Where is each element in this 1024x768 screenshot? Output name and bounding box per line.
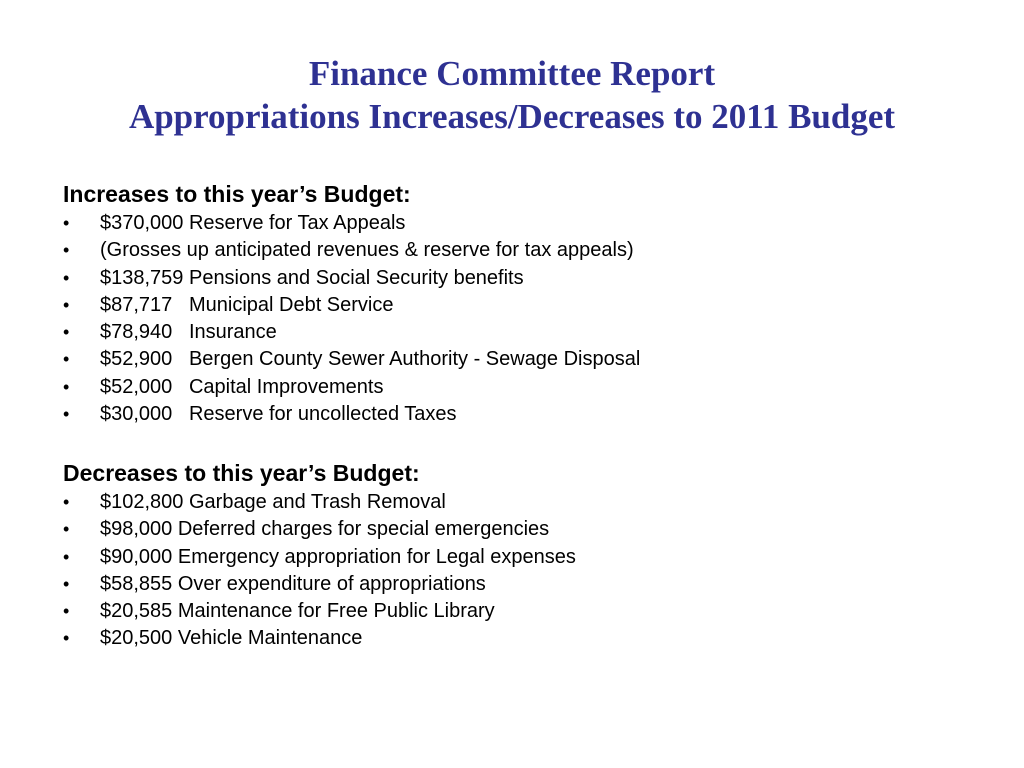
bullet-icon: • xyxy=(63,322,70,343)
item-text: $30,000 Reserve for uncollected Taxes xyxy=(100,403,457,426)
increases-section xyxy=(63,180,640,428)
bullet-icon: • xyxy=(63,404,70,425)
list-item xyxy=(63,374,640,401)
bullet-icon: • xyxy=(63,267,70,288)
list-item xyxy=(63,319,640,346)
decreases-section xyxy=(63,459,576,653)
list-item xyxy=(63,489,576,516)
bullet-icon: • xyxy=(63,546,70,567)
list-item xyxy=(63,625,576,652)
increases-list xyxy=(63,210,640,428)
bullet-icon: • xyxy=(63,601,70,622)
bullet-icon: • xyxy=(63,628,70,649)
list-item xyxy=(63,401,640,428)
item-text: $78,940 Insurance xyxy=(100,321,277,344)
item-text: $370,000 Reserve for Tax Appeals xyxy=(100,212,406,234)
list-item xyxy=(63,292,640,319)
item-text: $90,000 Emergency appropriation for Legal expenses xyxy=(100,545,576,568)
bullet-icon: • xyxy=(63,519,70,540)
list-item xyxy=(63,516,576,543)
title-line-2: Appropriations Increases/Decreases to 2011 Budget xyxy=(128,97,896,136)
slide-title xyxy=(0,52,1024,138)
item-text: $52,900 Bergen County Sewer Authority - Sewage Disposal xyxy=(100,348,641,371)
item-text: $87,717 Municipal Debt Service xyxy=(100,293,394,316)
decreases-list xyxy=(63,489,576,653)
item-text: $138,759 Pensions and Social Security benefits xyxy=(100,266,524,289)
item-text: $20,585 Maintenance for Free Public Library xyxy=(100,600,495,623)
item-text: (Grosses up anticipated revenues & reserve for tax appeals) xyxy=(100,239,634,262)
decreases-heading: Decreases to this year’s Budget: xyxy=(63,460,420,486)
list-item xyxy=(63,544,576,571)
bullet-icon: • xyxy=(63,240,70,261)
bullet-icon: • xyxy=(63,376,70,397)
bullet-icon: • xyxy=(63,349,70,370)
item-text: $58,855 Over expenditure of appropriations xyxy=(100,572,486,595)
bullet-icon: • xyxy=(63,573,70,594)
list-item xyxy=(63,571,576,598)
item-text: $102,800 Garbage and Trash Removal xyxy=(100,491,446,513)
list-item xyxy=(63,237,640,264)
item-text: $20,500 Vehicle Maintenance xyxy=(100,627,363,650)
increases-heading: Increases to this year’s Budget: xyxy=(63,181,411,207)
list-item xyxy=(63,265,640,292)
bullet-icon: • xyxy=(63,213,70,233)
title-line-1: Finance Committee Report xyxy=(308,54,716,93)
list-item xyxy=(63,346,640,373)
bullet-icon: • xyxy=(63,294,70,315)
item-text: $98,000 Deferred charges for special emergencies xyxy=(100,518,550,541)
bullet-icon: • xyxy=(63,492,70,512)
item-text: $52,000 Capital Improvements xyxy=(100,375,384,398)
list-item xyxy=(63,598,576,625)
list-item xyxy=(63,210,640,237)
